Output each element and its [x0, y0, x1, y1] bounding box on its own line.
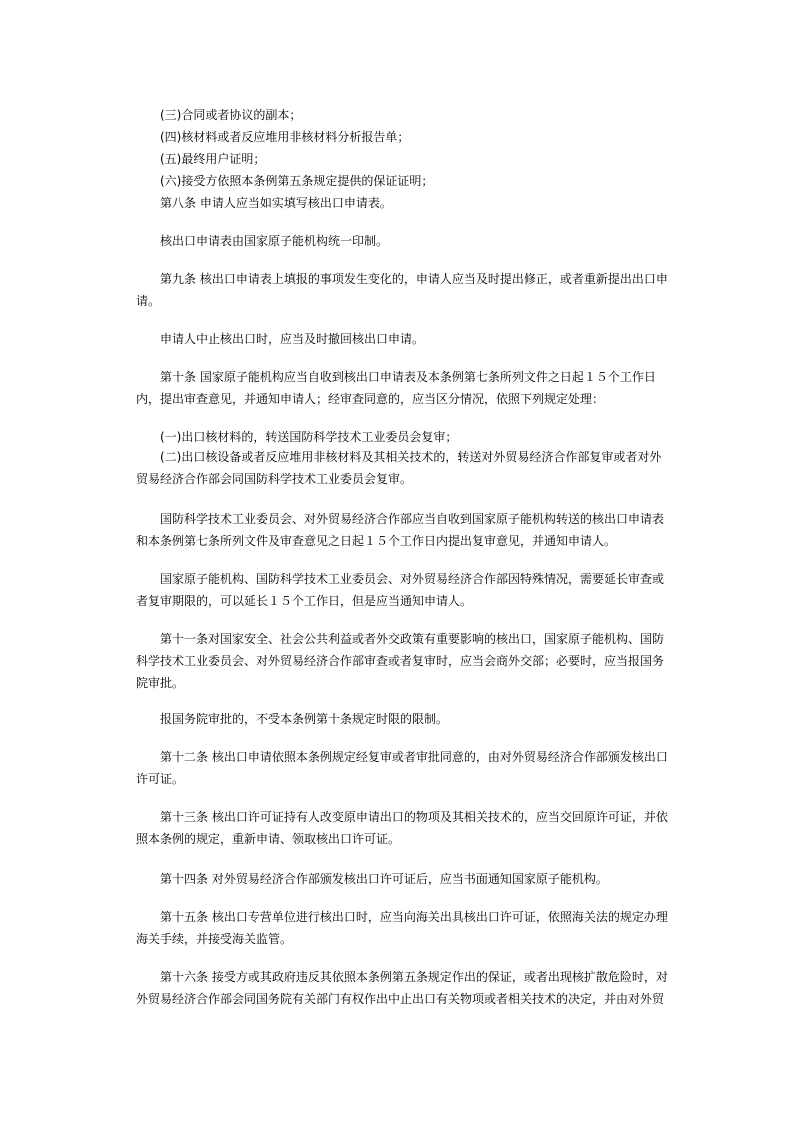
article-9: [136, 268, 666, 312]
paragraph-form: 核出口申请表由国家原子能机构统一印制。: [160, 234, 389, 248]
paragraph-extend: [136, 568, 666, 612]
list-item: (四)核材料或者反应堆用非核材料分析报告单；: [160, 130, 410, 144]
text-line: 第九条 核出口申请表上填报的事项发生变化的，申请人应当及时提出修正，或者重新提出出口申: [160, 272, 668, 286]
article-10: [136, 366, 666, 410]
list-item: (一)出口核材料的，转送国防科学技术工业委员会复审；: [160, 430, 458, 444]
text-line: 和本条例第七条所列文件及审查意见之日起１５个工作日内提出复审意见，并通知申请人。: [136, 534, 617, 548]
text-line: 第十一条对国家安全、社会公共利益或者外交政策有重要影响的核出口，国家原子能机构、国防: [160, 632, 665, 646]
text-line: 贸易经济合作部会同国防科学技术工业委员会复审。: [136, 472, 413, 486]
text-line: 许可证。: [136, 772, 185, 786]
article-14: 第十四条 对外贸易经济合作部颁发核出口许可证后，应当书面通知国家原子能机构。: [160, 872, 608, 886]
list-item: (六)接受方依照本条例第五条规定提供的保证证明；: [160, 174, 434, 188]
text-line: (二)出口核设备或者反应堆用非核材料及其相关技术的，转送对外贸易经济合作部复审或者对外: [160, 450, 662, 464]
list-item: [136, 446, 666, 490]
list-item: (三)合同或者协议的副本；: [160, 108, 302, 122]
text-line: 国防科学技术工业委员会、对外贸易经济合作部应当自收到国家原子能机构转送的核出口申请表: [160, 512, 665, 526]
paragraph-review: [136, 508, 666, 552]
article-16: [136, 966, 666, 1010]
text-line: 照本条例的规定，重新申请、领取核出口许可证。: [136, 832, 401, 846]
article-15: [136, 906, 666, 950]
text-line: 内，提出审查意见，并通知申请人；经审查同意的，应当区分情况，依照下列规定处理：: [136, 392, 605, 406]
text-line: 第十二条 核出口申请依照本条例规定经复审或者审批同意的，由对外贸易经济合作部颁发核出口: [160, 750, 668, 764]
text-line: 第十五条 核出口专营单位进行核出口时，应当向海关出具核出口许可证，依照海关法的规定办理: [160, 910, 668, 924]
text-line: 请。: [136, 294, 161, 308]
text-line: 国家原子能机构、国防科学技术工业委员会、对外贸易经济合作部因特殊情况，需要延长审查或: [160, 572, 665, 586]
text-line: 第十六条 接受方或其政府违反其依照本条例第五条规定作出的保证，或者出现核扩散危险时，对: [160, 970, 668, 984]
text-line: 第十条 国家原子能机构应当自收到核出口申请表及本条例第七条所列文件之日起１５个工作日: [160, 370, 656, 384]
paragraph-state-council: 报国务院审批的，不受本条例第十条规定时限的限制。: [160, 712, 449, 726]
text-line: 第十三条 核出口许可证持有人改变原申请出口的物项及其相关技术的，应当交回原许可证，并依: [160, 810, 668, 824]
article-12: [136, 746, 666, 790]
paragraph-withdraw: 申请人中止核出口时，应当及时撤回核出口申请。: [160, 332, 425, 346]
text-line: 外贸易经济合作部会同国务院有关部门有权作出中止出口有关物项或者相关技术的决定，并由对外贸: [136, 992, 665, 1006]
article-11: [136, 628, 666, 694]
text-line: 者复审期限的，可以延长１５个工作日，但是应当通知申请人。: [136, 594, 473, 608]
article-8: 第八条 申请人应当如实填写核出口申请表。: [160, 196, 392, 210]
list-item: (五)最终用户证明；: [160, 152, 266, 166]
text-line: 科学技术工业委员会、对外贸易经济合作部审查或者复审时，应当会商外交部；必要时，应当报国务: [136, 654, 665, 668]
text-line: 院审批。: [136, 676, 185, 690]
text-line: 海关手续，并接受海关监管。: [136, 932, 293, 946]
article-13: [136, 806, 666, 850]
